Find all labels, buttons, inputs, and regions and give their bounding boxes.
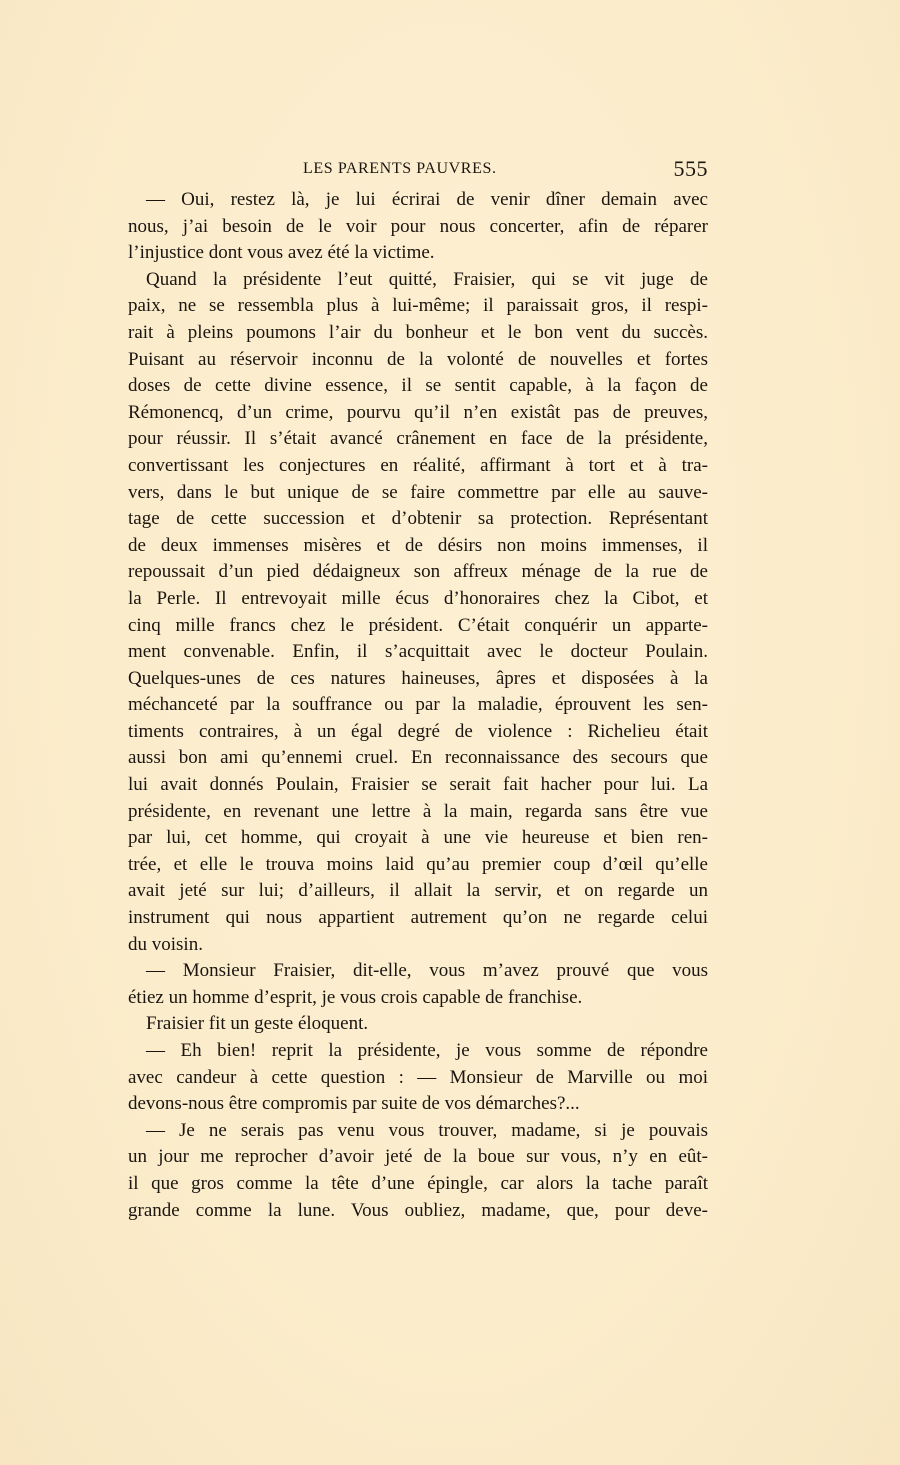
running-title: LES PARENTS PAUVRES. (303, 160, 497, 177)
text-line: instrument qui nous appartient autrement qu’on ne regarde celui (128, 907, 708, 929)
text-line: cinq mille francs chez le président. C’était conquérir un apparte- (128, 614, 708, 636)
text-line: timents contraires, à un égal degré de violence : Richelieu était (128, 720, 708, 742)
text-line: — Eh bien! reprit la présidente, je vous somme de répondre (146, 1040, 708, 1061)
text-line: Puisant au réservoir inconnu de la volonté de nouvelles et fortes (128, 348, 708, 370)
text-line: lui avait donnés Poulain, Fraisier se serait fait hacher pour lui. La (128, 774, 708, 796)
text-line: devons-nous être compromis par suite de vos démarches?... (128, 1093, 580, 1115)
text-line: la Perle. Il entrevoyait mille écus d’honoraires chez la Cibot, et (128, 587, 708, 609)
text-line: aussi bon ami qu’ennemi cruel. En reconnaissance des secours que (128, 747, 708, 769)
text-line: paix, ne se ressembla plus à lui-même; il paraissait gros, il respi- (128, 295, 708, 317)
text-line: pour réussir. Il s’était avancé crânement en face de la présidente, (128, 428, 708, 450)
text-line: avait jeté sur lui; d’ailleurs, il allait la servir, et on regarde un (128, 880, 708, 902)
text-line: grande comme la lune. Vous oubliez, madame, que, pour deve- (128, 1199, 708, 1221)
text-line: Rémonencq, d’un crime, pourvu qu’il n’en existât pas de preuves, (128, 401, 708, 423)
text-line: étiez un homme d’esprit, je vous crois capable de franchise. (128, 986, 583, 1008)
text-line: rait à pleins poumons l’air du bonheur et le bon vent du succès. (128, 321, 708, 343)
text-line: par lui, cet homme, qui croyait à une vie heureuse et bien ren- (128, 827, 708, 849)
text-line: présidente, en revenant une lettre à la main, regarda sans être vue (128, 800, 708, 822)
body-text (128, 187, 708, 1224)
text-line: il que gros comme la tête d’une épingle, car alors la tache paraît (128, 1172, 708, 1194)
page-header (128, 158, 708, 184)
text-line: de deux immenses misères et de désirs non moins immenses, il (128, 534, 708, 556)
text-line: Quand la présidente l’eut quitté, Fraisier, qui se vit juge de (146, 268, 708, 290)
text-line: doses de cette divine essence, il se sentit capable, à la façon de (128, 375, 708, 397)
text-line: avec candeur à cette question : — Monsieur de Marville ou moi (128, 1066, 708, 1088)
text-line: trée, et elle le trouva moins laid qu’au premier coup d’œil qu’elle (128, 853, 708, 875)
text-line: Fraisier fit un geste éloquent. (146, 1013, 369, 1035)
text-line: ment convenable. Enfin, il s’acquittait avec le docteur Poulain. (128, 641, 708, 663)
text-line: — Je ne serais pas venu vous trouver, madame, si je pouvais (146, 1119, 708, 1141)
text-line: Quelques-unes de ces natures haineuses, âpres et disposées à la (128, 667, 708, 689)
text-line: — Monsieur Fraisier, dit-elle, vous m’avez prouvé que vous (146, 960, 708, 982)
text-line: l’injustice dont vous avez été la victime. (128, 242, 435, 264)
text-line: repoussait d’un pied dédaigneux son affreux ménage de la rue de (128, 561, 708, 583)
text-line: méchanceté par la souffrance ou par la maladie, éprouvent les sen- (128, 694, 708, 716)
text-line: convertissant les conjectures en réalité, affirmant à tort et à tra- (128, 454, 708, 476)
text-line: — Oui, restez là, je lui écrirai de venir dîner demain avec (146, 189, 708, 210)
text-line: tage de cette succession et d’obtenir sa protection. Représentant (128, 508, 708, 530)
page-number: 555 (673, 156, 708, 181)
text-line: vers, dans le but unique de se faire commettre par elle au sauve- (128, 481, 708, 503)
text-line: un jour me reprocher d’avoir jeté de la boue sur vous, n’y en eût- (128, 1146, 708, 1168)
text-line: du voisin. (128, 933, 203, 955)
text-line: nous, j’ai besoin de le voir pour nous concerter, afin de réparer (128, 215, 708, 237)
